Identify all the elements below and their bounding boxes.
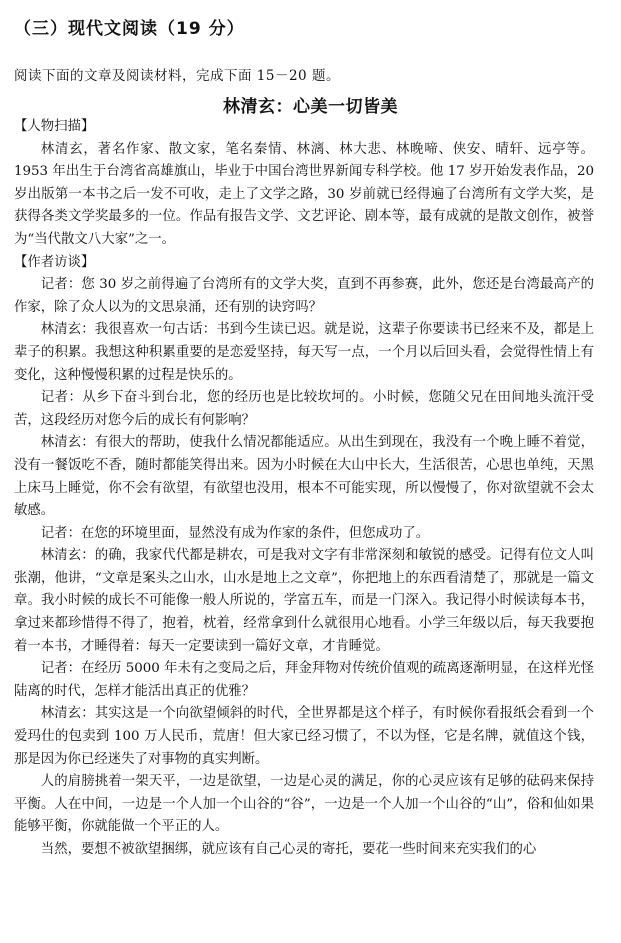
article-title: 林清玄：心美一切皆美 (223, 97, 398, 117)
interview-heading: 【作者访谈】 (14, 254, 95, 270)
interview-answer-4-continued: 人的肩膀挑着一架天平，一边是欲望，一边是心灵的满足，你的心灵应该有足够的砝码来保持平衡。人在中间，一边是一个人加一个山谷的“谷”，一边是一个人加一个山谷的“山”，俗和仙如果能够平衡，你就能做一个平正的人。 (14, 774, 594, 835)
interview-question-4: 记者：在经历 5000 年未有之变局之后，拜金拜物对传统价值观的疏离逐渐明显，在这样光怪陆离的时代，怎样才能活出真正的优雅？ (14, 661, 594, 699)
interview-answer-2: 林清玄：有很大的帮助，使我什么情况都能适应。从出生到现在，我没有一个晚上睡不着觉，没有一餐饭吃不香，随时都能笑得出来。因为小时候在大山中长大，生活很苦，心思也单纯，天黑上床马上睡觉，你不会有欲望，有欲望也没用，根本不可能实现，所以慢慢了，你对欲望就不会太敏感。 (14, 435, 594, 519)
interview-question-1: 记者：您 30 岁之前得遍了台湾所有的文学大奖，直到不再参赛，此外，您还是台湾最高产的作家，除了众人以为的文思泉涌，还有别的诀窍吗？ (14, 277, 594, 315)
interview-question-3: 记者：在您的环境里面，显然没有成为作家的条件，但您成功了。 (40, 525, 430, 541)
instructions: 阅读下面的文章及阅读材料，完成下面 15－20 题。 (14, 68, 340, 84)
interview-answer-3: 林清玄：的确，我家代代都是耕农，可是我对文字有非常深刻和敏锐的感受。记得有位文人叫张潮，他讲，“文章是案头之山水，山水是地上之文章”，你把地上的东西看清楚了，那就是一篇文章。我小时候的成长不可能像一般人所说的，学富五车，而是一门深入。我记得小时候读每本书，拿过来都珍惜得不得了，抱着，枕着，经常拿到什么就很用心地看。小学三年级以后，每天我要抱着一本书，才睡得着：每天一定要读到一篇好文章，才肯睡觉。 (14, 548, 594, 654)
profile-paragraph: 林清玄，著名作家、散文家，笔名秦情、林漓、林大悲、林晚啼、侠安、晴轩、远亭等。1953 年出生于台湾省高雄旗山，毕业于中国台湾世界新闻专科学校。他 17 岁开始发表作品，20 岁出版第一本书之后一发不可收，走上了文学之路，30 岁前就已经得遍了台湾所有文学大奖，是获得各类文学奖最多的一位。作品有报告文学、文艺评论、剧本等，最有成就的是散文创作，被誉为“当代散文八大家”之一。 (14, 141, 594, 247)
interview-question-2: 记者：从乡下奋斗到台北，您的经历也是比较坎坷的。小时候，您随父兄在田间地头流汗受苦，这段经历对您今后的成长有何影响？ (14, 390, 594, 428)
section-title: （三）现代文阅读（19 分） (14, 19, 245, 39)
interview-answer-4-final: 当然，要想不被欲望捆绑，就应该有自己心灵的寄托，要花一些时间来充实我们的心 (40, 842, 537, 857)
article-body (14, 116, 594, 862)
interview-answer-4: 林清玄：其实这是一个向欲望倾斜的时代，全世界都是这个样子，有时候你看报纸会看到一个爱玛仕的包卖到 100 万人民币，荒唐！但大家已经习惯了，不以为怪，它是名牌，就值这个钱，那是因为你已经迷失了对事物的真实判断。 (14, 706, 594, 767)
interview-answer-1: 林清玄：我很喜欢一句古话：书到今生读已迟。就是说，这辈子你要读书已经来不及，都是上辈子的积累。我想这种积累重要的是恋爱坚持，每天写一点，一个月以后回头看，会觉得性情上有变化，这种慢慢积累的过程是快乐的。 (14, 322, 594, 383)
profile-heading: 【人物扫描】 (14, 119, 95, 134)
